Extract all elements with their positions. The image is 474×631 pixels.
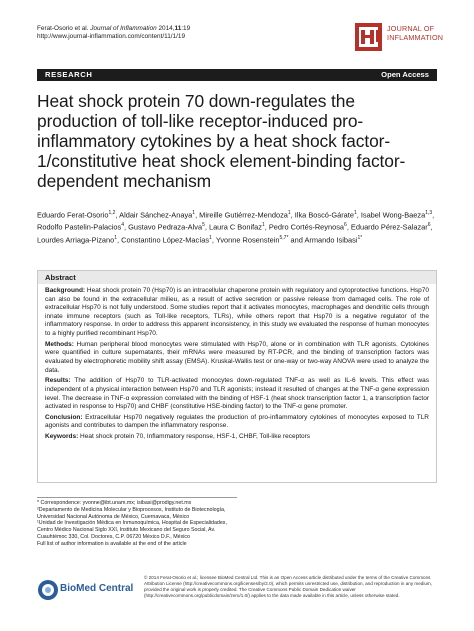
- open-access-label: Open Access: [381, 70, 429, 79]
- author-name[interactable]: Eduardo Pérez-Salazar: [350, 222, 428, 232]
- abstract-results: [45, 377, 429, 411]
- conclusion-text: Extracellular Hsp70 negatively regulates the production of pro-inflammatory cytokines of monocytes exposed to TLR agonists and contributes to dampen the inflammatory response.: [45, 413, 429, 430]
- methods-label: Methods:: [45, 340, 74, 348]
- author-affiliation: 5,7*: [279, 234, 289, 241]
- background-label: Background:: [45, 287, 86, 294]
- article-type-banner: [37, 69, 437, 81]
- header-citation: [37, 25, 190, 41]
- abstract-background: [45, 287, 429, 339]
- author-name[interactable]: Lourdes Arriaga-Pizano: [37, 235, 115, 245]
- author-name[interactable]: Isabel Wong-Baeza: [360, 210, 426, 220]
- author-affiliation: 1: [114, 234, 118, 241]
- author-affiliation: 1: [192, 210, 196, 216]
- keywords-text: Heat shock protein 70, Inflammatory response, HSF-1, CHBF, Toll-like receptors: [80, 433, 311, 441]
- author-separator: ,: [264, 222, 269, 232]
- citation-volume: 11: [174, 25, 182, 32]
- author-name[interactable]: Eduardo Ferat-Osorio: [37, 210, 109, 220]
- author-affiliation: 4: [121, 222, 124, 229]
- license-text: © 2014 Ferat-Osorio et al.; licensee BioMed Central Ltd. This is an Open Access article distributed under the terms of the Creative Commons Attribution License (http://creativecommons.org/licenses/by/2.0), which permits unrestricted use, distribution, and reproduction in any medium, provided the original work is properly credited. The Creative Commons Public Domain Dedication waiver (http://creativecommons.org/publicdomain/zero/1.0/) applies to the data made available in this article, unless otherwise stated.: [144, 575, 433, 598]
- journal-logo-text: [387, 25, 443, 42]
- author-affiliation: 1: [287, 210, 291, 216]
- author-affiliation: 1,3: [425, 210, 433, 216]
- citation-journal: Journal of Inflammation: [90, 25, 157, 32]
- abstract-body: [38, 284, 436, 442]
- author-name[interactable]: Armando Isibasi: [304, 235, 358, 245]
- author-name[interactable]: Aldair Sánchez-Anaya: [119, 210, 193, 220]
- author-separator: ,: [124, 222, 129, 232]
- author-name[interactable]: Pedro Cortés-Reynosa: [268, 222, 345, 232]
- author-separator: ,: [195, 210, 200, 220]
- author-separator: ,: [430, 222, 433, 232]
- results-text: The addition of Hsp70 to TLR-activated monocytes down-regulated TNF-α as well as IL-6 levels. This effect was independent of a physical interaction between Hsp70 and TLR agonists; instead it resulted of changes at the TNF-α gene expression level. The decrease in TNF-α expression correlated with the binding of HSF-1 (heat shock transcription factor 1, a transcription factor activated in response to Hsp70) and CHBF (constitutive HSE-binding factor) to the TNF-α gene promoter.: [45, 377, 429, 411]
- author-name[interactable]: Rodolfo Pastelin-Palacios: [37, 222, 122, 232]
- affiliation-1: ¹Unidad de Investigación Médica en Inmunoquímica, Hospital de Especialidades, Centro Médico Nacional Siglo XXI, Instituto Mexicano del Seguro Social, Av. Cuauhtémoc 330, Col. Doctores, C.P. 06720 México D.F., México: [37, 520, 227, 540]
- author-name[interactable]: Yvonne Rosenstein: [215, 235, 280, 245]
- author-affiliation: 1,2: [108, 210, 116, 216]
- article-title: Heat shock protein 70 down-regulates the production of toll-like receptor-induced pro-inflammatory cytokines by a heat shock factor-1/constitutive heat shock element-binding factor-dependent mechanism: [37, 91, 406, 191]
- author-affiliation: 6: [427, 222, 431, 229]
- citation-url[interactable]: http://www.journal-inflammation.com/content/11/1/19: [37, 33, 186, 40]
- methods-text: Human peripheral blood monocytes were stimulated with Hsp70, alone or in combination with TLR agonists. Cytokines were quantified in culture supernatants, their mRNAs were measured by RT-PCR, and the binding of transcription factors was evaluated by electrophoretic mobility shift assay (EMSA). Kruskal-Wallis test or one-way or two-way ANOVA were used to analyze the data.: [45, 340, 429, 374]
- author-separator: ,: [211, 235, 216, 245]
- abstract-methods: [45, 341, 429, 375]
- citation-authors: Ferat-Osorio et al.: [37, 25, 89, 32]
- citation-year: 2014,: [158, 25, 175, 32]
- article-type-label: RESEARCH: [45, 70, 93, 79]
- author-name[interactable]: Ilka Boscó-Gárate: [294, 210, 354, 220]
- abstract-keywords: [45, 433, 429, 442]
- correspondence-note: * Correspondence: yvonne@ibt.unam.mx; isibasi@prodigy.net.mx: [37, 500, 192, 506]
- author-separator: ,: [432, 210, 435, 220]
- author-name[interactable]: Constantino López-Macías: [121, 235, 210, 245]
- author-affiliation: 1: [261, 222, 265, 229]
- affiliation-2: ²Departamento de Medicina Molecular y Bioprocesos, Instituto de Biotecnología, Universidad Nacional Autónoma de México, Cuernavaca, México: [37, 506, 226, 520]
- author-affiliation: 1: [353, 210, 357, 216]
- author-separator: ,: [346, 222, 351, 232]
- conclusion-label: Conclusion:: [45, 413, 83, 421]
- keywords-label: Keywords:: [45, 433, 79, 441]
- author-separator: ,: [117, 235, 122, 245]
- background-text: Heat shock protein 70 (Hsp70) is an intracellular chaperone protein with regulatory and cytoprotective functions. Hsp70 can also be found in the extracellular milieu, as a result of active secretion or passive release from damaged cells. The role of extracellular Hsp70 is not fully understood. Some studies report that it activates monocytes, macrophages and dendritic cells through innate immune receptors (such as Toll-like receptors, TLRs), while others report that Hsp70 is a negative regulator of the inflammatory response. In order to address this apparent inconsistency, in this study we evaluated the response of human monocytes to a highly purified recombinant Hsp70.: [45, 287, 429, 337]
- abstract-heading: Abstract: [38, 271, 436, 284]
- author-list: [37, 208, 437, 245]
- citation-article: :19: [181, 25, 191, 32]
- author-affiliation: 1*: [357, 234, 363, 241]
- logo-line2: INFLAMMATION: [387, 32, 444, 42]
- author-name[interactable]: Laura C Bonifaz: [208, 222, 262, 232]
- author-name[interactable]: Gustavo Pedraza-Alva: [128, 222, 203, 232]
- author-separator: ,: [204, 222, 209, 232]
- abstract-box: [37, 270, 437, 483]
- authors-and: and: [288, 235, 305, 245]
- author-separator: ,: [290, 210, 295, 220]
- results-label: Results:: [45, 377, 71, 385]
- author-affiliation: 1: [209, 234, 212, 241]
- footnotes: [37, 497, 237, 548]
- author-separator: ,: [356, 210, 361, 220]
- author-separator: ,: [115, 210, 120, 220]
- biomed-central-name: BioMed Central: [60, 583, 134, 594]
- full-author-info-note: Full list of author information is available at the end of the article: [37, 540, 187, 547]
- citation-line: [37, 25, 190, 33]
- author-name[interactable]: Mireille Gutiérrez-Mendoza: [199, 210, 288, 220]
- author-affiliation: 6: [344, 222, 347, 229]
- logo-line1: JOURNAL OF: [387, 24, 435, 33]
- author-affiliation: 5: [202, 222, 205, 229]
- abstract-conclusion: [45, 414, 429, 431]
